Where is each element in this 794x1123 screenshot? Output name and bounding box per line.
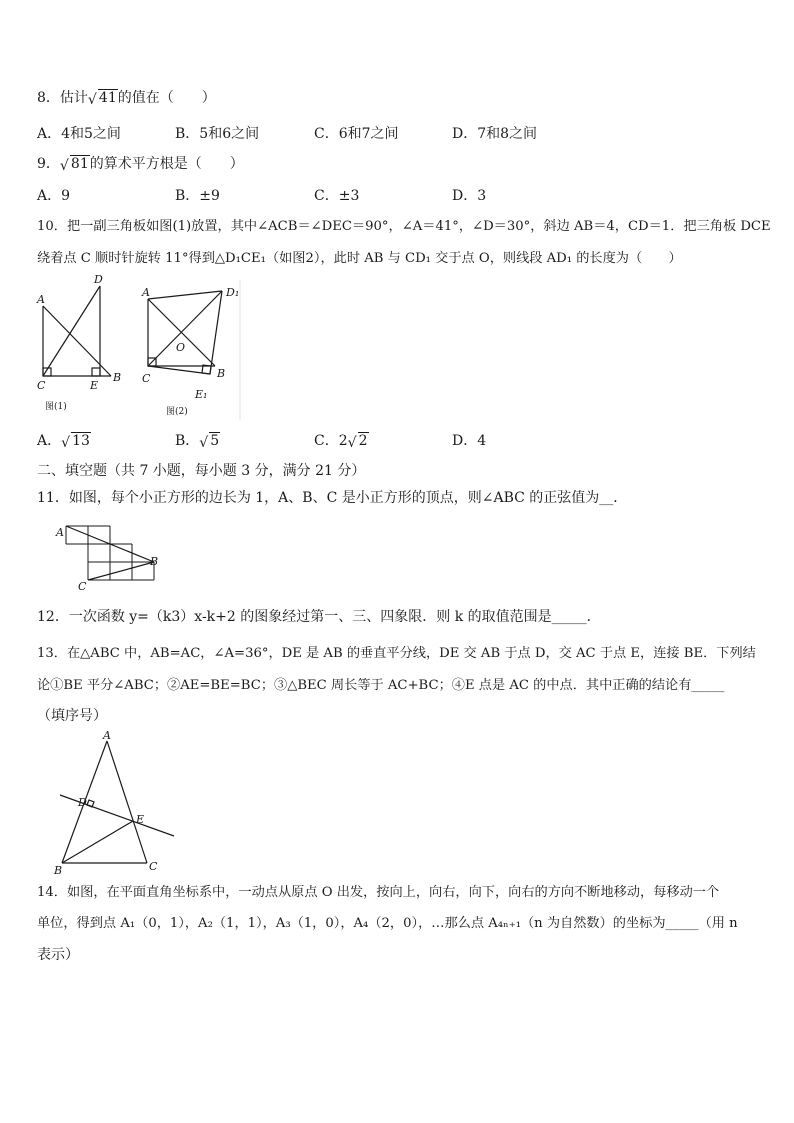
q13-line-3: （填序号） <box>37 708 107 724</box>
q10-option-a-letter: A． <box>37 433 62 449</box>
q11-label-a: A <box>56 526 64 539</box>
fig2-caption: 图(2) <box>166 407 188 417</box>
q9-option-a: A．9 <box>37 188 71 204</box>
q10-option-b-radicand: 5 <box>210 433 220 449</box>
figure-2 <box>138 280 250 420</box>
q10-option-a-radicand: 13 <box>72 433 90 449</box>
sqrt-41: √ 41 <box>87 90 117 108</box>
figure-1 <box>33 272 133 417</box>
fig2-label-d1: D₁ <box>226 286 240 299</box>
q11-grid-figure <box>50 522 165 594</box>
q14-line-2: 单位，得到点 A₁（0，1），A₂（1，1），A₃（1，0），A₄（2，0），…那么点 A₄ₙ₊₁（n 为自然数）的坐标为_____（用 n <box>37 916 738 931</box>
q10-line-2: 绕着点 C 顺时针旋转 11°得到△D₁CE₁（如图2），此时 AB 与 CD₁ 交于点 O，则线段 AD₁ 的长度为（ ） <box>37 251 682 266</box>
q8-prefix: 8．估计 <box>37 90 88 106</box>
q10-option-c-coefficient: 2 <box>338 433 348 449</box>
q13-label-c: C <box>149 860 158 873</box>
fig2-label-e1: E₁ <box>195 388 208 401</box>
q13-line-2: 论①BE 平分∠ABC；②AE=BE=BC；③△BEC 周长等于 AC+BC；④E 点是 AC 的中点．其中正确的结论有_____ <box>37 678 725 693</box>
q11-label-c: C <box>78 580 87 593</box>
q11-label-b: B <box>150 555 159 568</box>
q13-line-1: 13．在△ABC 中，AB=AC，∠A=36°，DE 是 AB 的垂直平分线，DE 交 AB 于点 D，交 AC 于点 E，连接 BE．下列结 <box>37 646 756 661</box>
q10-option-b-letter: B． <box>175 433 200 449</box>
sqrt-5: √ 5 <box>199 433 220 451</box>
q10-option-c-letter: C． <box>314 433 339 449</box>
fig1-right-angle-e <box>92 368 100 376</box>
q10-line-1: 10．把一副三角板如图(1)放置，其中∠ACB＝∠DEC＝90°，∠A＝41°，∠D＝30°，斜边 AB＝4，CD＝1．把三角板 DCE <box>37 219 771 234</box>
q14-line-1: 14．如图，在平面直角坐标系中，一动点从原点 O 出发，按向上，向右，向下，向右的方向不断地移动，每移动一个 <box>37 885 720 900</box>
q8-option-a: A．4和5之间 <box>37 126 121 142</box>
q8-option-d: D．7和8之间 <box>452 126 538 142</box>
fig2-seg-cd1 <box>148 291 222 366</box>
question-9 <box>37 155 244 173</box>
fig1-label-b: B <box>113 371 122 384</box>
q10-option-d-value: 4 <box>477 433 487 449</box>
q11-segment-cb <box>88 562 154 580</box>
q10-option-d-letter: D． <box>452 433 478 449</box>
q8-radicand: 41 <box>98 90 117 106</box>
q10-option-b <box>175 432 220 450</box>
question-12: 12．一次函数 y=（k3）x-k+2 的图象经过第一、三、四象限．则 k 的取值范围是_____． <box>37 609 601 625</box>
q8-suffix: 的值在（ ） <box>117 90 216 106</box>
fig2-seg-ad1 <box>148 291 222 299</box>
fig1-label-c: C <box>37 379 46 392</box>
fig2-label-b: B <box>217 367 226 380</box>
fig2-label-c: C <box>142 372 151 385</box>
q13-label-b: B <box>54 864 63 877</box>
q8-option-c: C．6和7之间 <box>314 126 399 142</box>
q10-option-a <box>37 432 91 450</box>
fig1-label-e: E <box>90 379 99 392</box>
fig1-caption: 图(1) <box>45 402 67 412</box>
q9-suffix: 的算术平方根是（ ） <box>89 156 244 172</box>
fig2-seg-d1e1 <box>210 291 222 374</box>
q9-prefix: 9． <box>37 156 60 172</box>
fig2-seg-ce1 <box>148 366 210 374</box>
q8-option-b: B．5和6之间 <box>175 126 260 142</box>
fig1-seg-ab <box>43 306 111 376</box>
question-11: 11．如图，每个小正方形的边长为 1，A、B、C 是小正方形的顶点，则∠ABC 的正弦值为__． <box>37 490 628 506</box>
fig2-label-o: O <box>176 341 186 354</box>
fig2-label-a: A <box>142 286 150 299</box>
q9-radicand: 81 <box>70 156 89 172</box>
q14-line-3: 表示） <box>37 947 79 963</box>
q9-option-d: D．3 <box>452 188 487 204</box>
q9-option-b: B．±9 <box>175 188 220 204</box>
q9-option-c: C．±3 <box>314 188 360 204</box>
q10-option-d <box>452 432 486 450</box>
question-8 <box>37 89 216 107</box>
fig1-label-a: A <box>37 293 45 306</box>
sqrt-2: √ 2 <box>347 433 368 451</box>
fig1-seg-cd <box>43 286 100 376</box>
q13-triangle-figure <box>50 728 180 878</box>
q13-seg-ac <box>107 741 147 863</box>
q13-label-e: E <box>136 813 145 826</box>
section-2-heading: 二、填空题（共 7 小题，每小题 3 分，满分 21 分） <box>37 463 366 479</box>
sqrt-81: √ 81 <box>59 156 89 174</box>
q13-label-d: D <box>78 796 87 809</box>
q13-seg-be <box>62 821 133 863</box>
q13-right-angle-d <box>87 800 94 807</box>
q13-label-a: A <box>103 729 111 742</box>
fig1-label-d: D <box>94 273 103 286</box>
sqrt-13: √ 13 <box>61 433 90 451</box>
q10-option-c-radicand: 2 <box>358 433 368 449</box>
q10-option-c <box>314 432 369 450</box>
